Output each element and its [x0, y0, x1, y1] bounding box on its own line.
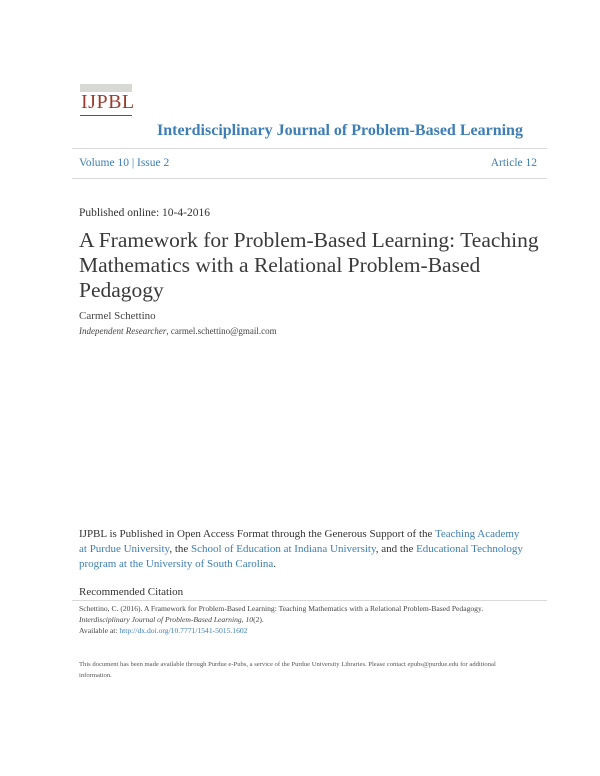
recommended-citation-heading: Recommended Citation [79, 586, 184, 598]
top-divider [72, 148, 547, 149]
teaching-academy-link[interactable]: Teaching Academy at Purdue University [79, 528, 520, 555]
author-name: Carmel Schettino [79, 310, 156, 322]
affiliation-name: Independent Researcher [79, 326, 167, 336]
support-text-2: , the [169, 543, 192, 555]
published-date: Published online: 10-4-2016 [79, 207, 210, 219]
citation-line-3 [79, 625, 549, 636]
author-email: , carmel.schettino@gmail.com [166, 326, 277, 336]
available-label: Available at: [79, 626, 120, 635]
citation-line-2 [79, 614, 549, 625]
article-number-link[interactable]: Article 12 [490, 157, 537, 169]
citation-journal: Interdisciplinary Journal of Problem-Based Learning, 10 [79, 615, 254, 624]
support-text-3: , and the [375, 543, 417, 555]
paper-title: A Framework for Problem-Based Learning: Teaching Mathematics with a Relational Problem-Based Pedagogy [79, 228, 539, 302]
author-affiliation [79, 326, 277, 336]
citation-line-1: Schettino, C. (2016). A Framework for Problem-Based Learning: Teaching Mathematics with a Relational Problem-Based Pedagogy. [79, 604, 484, 613]
open-access-support [79, 527, 529, 572]
educational-technology-link[interactable]: Educational Technology program at the University of South Carolina [79, 543, 523, 570]
citation-divider [72, 600, 547, 601]
doi-link[interactable]: http://dx.doi.org/10.7771/1541-5015.1602 [119, 626, 248, 635]
school-of-education-link[interactable]: School of Education at Indiana University [191, 543, 376, 555]
support-text-4: . [273, 558, 277, 570]
journal-logo [80, 84, 135, 128]
footnote: This document has been made available through Purdue e-Pubs, a service of the Purdue University Libraries. Please contact epubs@purdue.edu for additional information. [79, 661, 496, 679]
volume-issue-link[interactable]: Volume 10 | Issue 2 [79, 157, 170, 169]
issue-divider [72, 178, 547, 179]
support-text-1: IJPBL is Published in Open Access Format through the Generous Support of the [79, 528, 435, 540]
journal-title[interactable]: Interdisciplinary Journal of Problem-Based Learning [157, 122, 523, 139]
logo-rule [80, 115, 132, 116]
citation-block [79, 603, 549, 636]
logo-text: IJPBL [81, 91, 135, 113]
citation-issue: (2). [253, 615, 264, 624]
